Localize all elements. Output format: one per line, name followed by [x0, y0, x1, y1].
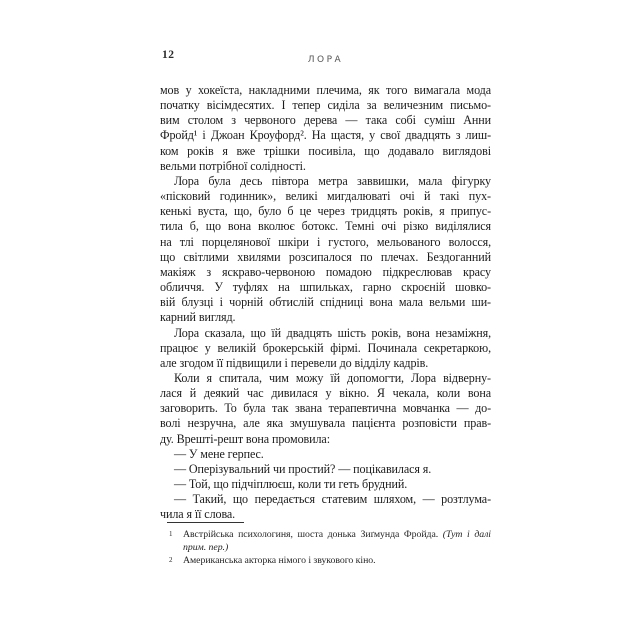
footnote-line: прим. пер.)	[183, 542, 229, 553]
footnote-line: Австрійська психологиня, шоста донька Зиґмунда Фройда. (Тут і далі	[183, 529, 491, 540]
text-line: ком років я вже трішки посивіла, що додавало виглядові	[160, 143, 491, 158]
text-line: — У мене герпес.	[174, 446, 264, 461]
text-line: карний вигляд.	[160, 310, 236, 325]
text-line: вельми потрібної солідності.	[160, 158, 306, 173]
running-header	[160, 49, 491, 63]
text-line: але згодом її підвищили і перевели до відділу кадрів.	[160, 355, 429, 370]
body-text	[160, 83, 491, 523]
footnote-text	[183, 554, 491, 567]
text-line: вим столом з червоного дерева — така собі суміш Анни	[160, 113, 491, 128]
text-line: чила я її слова.	[160, 507, 236, 522]
footnote	[160, 554, 491, 567]
text-line: волі незручна, але яка змушувала пацієнта розповісти прав-	[160, 416, 491, 431]
text-line: кенькі вуста, що, було б це через тридцять років, я припус-	[160, 204, 491, 219]
text-line: що світлими хвилями розсипалося по плечах. Бездоганний	[160, 249, 491, 264]
text-line: на тлі порцелянової шкіри і густого, мельованого волосся,	[160, 234, 491, 249]
footnote-marker: 1	[169, 530, 173, 538]
text-line: працює у великій брокерській фірмі. Починала секретаркою,	[160, 340, 491, 355]
text-line: Фройд¹ і Джоан Кроуфорд². На щастя, у свої двадцять з лиш-	[160, 128, 491, 143]
footnotes-section	[160, 522, 491, 567]
footnote	[160, 528, 491, 554]
text-line: макіяж з яскраво-червоною помадою підкреслював красу	[160, 264, 491, 279]
footnote-marker: 2	[169, 556, 173, 564]
text-line: заговорить. То була так звана терапевтична мовчанка — до-	[160, 401, 491, 416]
text-line: початку вісімдесятих. І тепер сиділа за величезним письмо-	[160, 98, 491, 113]
text-line: — Такий, що передається статевим шляхом, — розтлума-	[174, 492, 491, 507]
text-line: ду. Врешті-решт вона промовила:	[160, 431, 330, 446]
text-line: Лора була десь півтора метра заввишки, мала фігурку	[174, 173, 491, 188]
text-line: Коли я спитала, чим можу їй допомогти, Лора відверну-	[174, 370, 491, 385]
text-line: обличчя. У туфлях на шпильках, гарно скроєній шовко-	[160, 280, 491, 295]
footnote-list	[160, 528, 491, 567]
page-number: 12	[162, 49, 175, 61]
text-line: мов у хокеїста, накладними плечима, як того вимагала мода	[160, 83, 491, 97]
text-line: — Оперізувальний чи простий? — поцікавилася я.	[174, 461, 432, 476]
text-line: — Той, що підчіплюєш, коли ти геть брудний.	[174, 477, 408, 492]
text-line: вій блузці і чорній обтислій спідниці вона мала вельми ши-	[160, 295, 491, 310]
text-line: «пісковий годинник», великі мигдалюваті очі й такі пух-	[160, 189, 491, 204]
text-line: Лора сказала, що їй двадцять шість років, вона незаміжня,	[174, 325, 491, 340]
text-line: лася й деякий час дивилася у вікно. Я чекала, коли вона	[160, 386, 491, 401]
text-line: тила б, що вона вколює ботокс. Темні очі різко виділялися	[160, 219, 491, 234]
footnote-text	[183, 528, 491, 554]
running-head-title: ЛОРА	[307, 55, 344, 65]
footnote-separator	[167, 522, 244, 523]
footnote-line: Американська акторка німого і звукового кіно.	[183, 555, 376, 566]
